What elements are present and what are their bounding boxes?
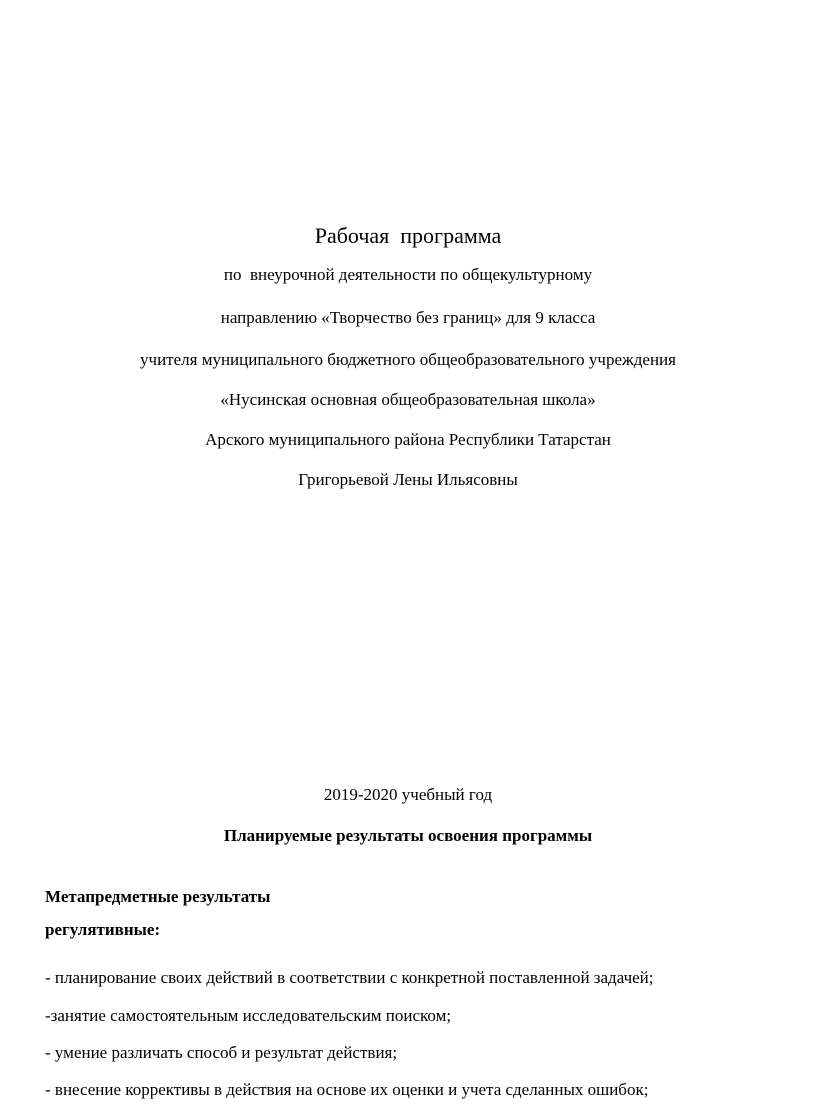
list-item: - планирование своих действий в соответствии с конкретной поставленной задачей; xyxy=(45,968,654,987)
header-line-5: Арского муниципального района Республики Татарстан xyxy=(205,430,611,449)
section-title: Планируемые результаты освоения программы xyxy=(223,826,593,845)
subsubsection-title: регулятивные: xyxy=(45,920,161,939)
academic-year: 2019-2020 учебный год xyxy=(323,785,493,804)
document-title: Рабочая программа xyxy=(314,223,502,248)
list-item: - внесение коррективы в действия на основе их оценки и учета сделанных ошибок; xyxy=(45,1080,649,1099)
header-line-1: по внеурочной деятельности по общекультурному xyxy=(223,265,593,284)
list-item: - умение различать способ и результат действия; xyxy=(45,1043,398,1062)
header-line-3: учителя муниципального бюджетного общеобразовательного учреждения xyxy=(140,350,676,369)
header-line-2: направлению «Творчество без границ» для 9 класса xyxy=(220,308,596,327)
teacher-name: Григорьевой Лены Ильясовны xyxy=(298,470,518,489)
list-item: -занятие самостоятельным исследовательским поиском; xyxy=(45,1006,452,1025)
subsection-title: Метапредметные результаты xyxy=(45,887,271,906)
header-line-4: «Нусинская основная общеобразовательная школа» xyxy=(220,390,596,409)
